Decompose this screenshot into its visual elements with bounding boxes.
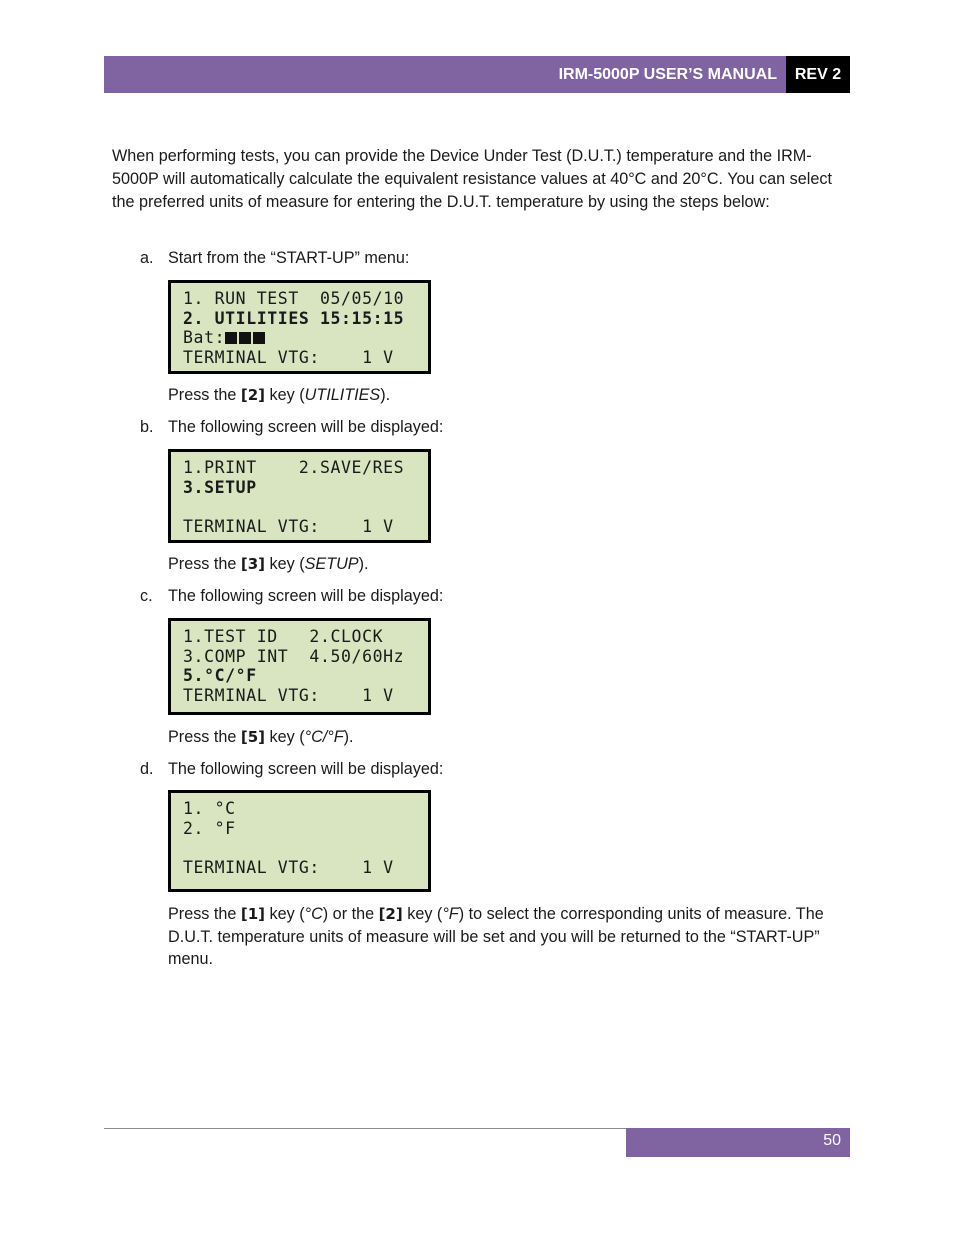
menu-term: °C/°F — [304, 728, 344, 746]
lcd-line-battery — [183, 328, 428, 348]
key-label: [2] — [378, 905, 403, 923]
menu-term: SETUP — [304, 555, 359, 573]
lcd-line: TERMINAL VTG: 1 V — [183, 685, 394, 705]
manual-title: IRM-5000P USER’S MANUAL — [558, 66, 777, 83]
lcd-line: TERMINAL VTG: 1 V — [183, 347, 394, 367]
unit-symbol: °C — [304, 905, 323, 923]
page-number: 50 — [626, 1128, 850, 1157]
lcd-line-highlighted: 3.SETUP — [183, 477, 257, 497]
lcd-line: 2. °F — [183, 818, 236, 838]
step-letter: a. — [140, 249, 154, 267]
step-d — [140, 758, 443, 780]
key-label: [1] — [240, 905, 266, 923]
press-instruction: Press the [1] key (°C) or the [2] key (°F) to select the corresponding units of measure. The D.U.T. temperature units of measure will be set and you will be returned to the “START-UP” menu. — [168, 905, 824, 968]
lcd-line-highlighted: 2. UTILITIES 15:15:15 — [183, 308, 405, 328]
step-letter: c. — [140, 587, 153, 605]
step-letter: b. — [140, 418, 154, 436]
lcd-line — [183, 838, 428, 858]
step-text: Start from the “START-UP” menu: — [168, 249, 410, 267]
lcd-line: TERMINAL VTG: 1 V — [183, 516, 394, 536]
key-label: [2] — [240, 386, 266, 404]
step-b — [140, 416, 443, 438]
lcd-line: 1.PRINT 2.SAVE/RES — [183, 458, 405, 477]
press-instruction: Press the [3] key (SETUP). — [168, 555, 369, 573]
lcd-line: 1.TEST ID 2.CLOCK — [183, 627, 384, 646]
step-text: The following screen will be displayed: — [168, 587, 444, 605]
key-label: [5] — [240, 728, 266, 746]
lcd-line: 3.COMP INT 4.50/60Hz — [183, 646, 405, 666]
lcd-line — [183, 497, 428, 517]
unit-symbol: °F — [442, 905, 459, 923]
press-instruction: Press the [2] key (UTILITIES). — [168, 386, 391, 404]
step-letter: d. — [140, 760, 154, 778]
lcd-units-menu — [168, 790, 431, 892]
intro-paragraph: When performing tests, you can provide the Device Under Test (D.U.T.) temperature and the IRM-5000P will automatically calculate the equivalent resistance values at 40°C and 20°C. You can select the preferred units of measure for entering the D.U.T. temperature by using the steps below: — [112, 147, 832, 211]
step-c — [140, 585, 443, 607]
step-text: The following screen will be displayed: — [168, 418, 444, 436]
lcd-utilities-menu — [168, 449, 431, 543]
lcd-line-highlighted: 5.°C/°F — [183, 666, 257, 685]
lcd-line: 1. °C — [183, 799, 236, 818]
menu-term: UTILITIES — [304, 386, 381, 404]
revision-badge: REV 2 — [786, 56, 850, 93]
press-instruction: Press the [5] key (°C/°F). — [168, 728, 354, 746]
key-label: [3] — [240, 555, 266, 573]
lcd-line: 1. RUN TEST 05/05/10 — [183, 289, 405, 308]
lcd-startup-menu — [168, 280, 431, 374]
lcd-battery-label: Bat: — [183, 328, 226, 347]
lcd-line: TERMINAL VTG: 1 V — [183, 857, 394, 877]
lcd-setup-menu — [168, 618, 431, 715]
step-a — [140, 247, 409, 269]
header-bar — [104, 56, 850, 93]
step-text: The following screen will be displayed: — [168, 760, 444, 778]
battery-indicator-icon — [225, 329, 267, 349]
